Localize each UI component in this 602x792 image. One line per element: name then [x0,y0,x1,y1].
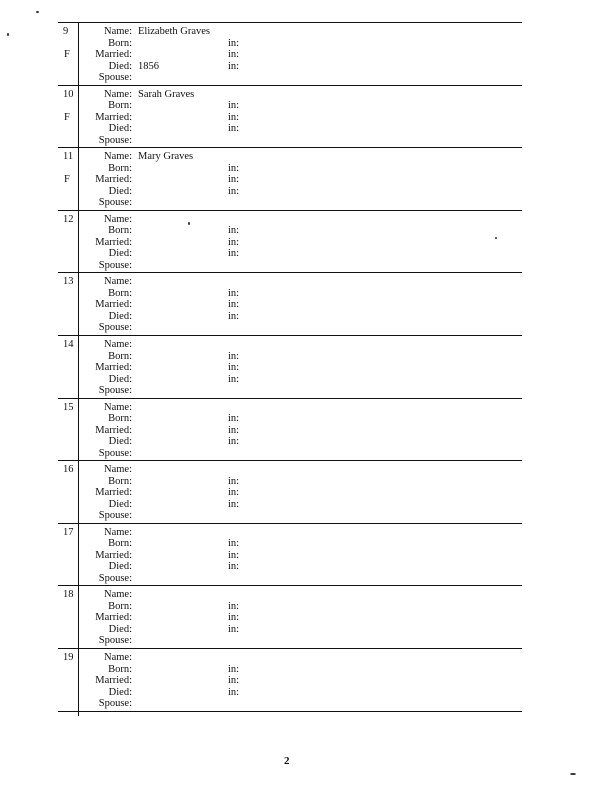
married-place-label: in: [228,236,240,248]
spouse-label: Spouse: [98,698,132,709]
died-place-label: in: [228,123,240,135]
name-label: Name: [104,526,132,538]
record-block [58,335,522,398]
married-place-label: in: [228,424,240,436]
married-place-label: in: [228,612,240,624]
born-place-label: in: [228,350,240,362]
record-block [58,585,522,648]
name-label: Name: [104,464,132,476]
record-sex: F [64,49,70,60]
died-place-label: in: [228,498,240,510]
record-number: 11 [63,151,74,163]
married-label: Married: [95,487,132,499]
born-label: Born: [108,350,132,362]
record-block [58,523,522,586]
born-label: Born: [108,100,132,112]
born-place-label: in: [228,663,240,675]
page-number: 2 [284,755,290,767]
name-value: Mary Graves [138,151,194,163]
spouse-label: Spouse: [98,447,132,459]
record-block [58,22,522,85]
spouse-label: Spouse: [98,635,132,647]
spouse-label: Spouse: [98,385,132,396]
born-place-label: in: [228,475,240,487]
died-label: Died: [108,561,132,573]
born-place-label: in: [228,225,240,237]
married-label: Married: [95,111,132,123]
died-label: Died: [108,248,132,260]
died-label: Died: [108,623,132,635]
record-sex: F [64,174,70,186]
died-place-label: in: [228,60,240,72]
married-label: Married: [95,174,132,186]
born-label: Born: [108,413,132,425]
scan-speck [495,237,497,239]
name-label: Name: [104,151,132,163]
spouse-label: Spouse: [98,134,132,146]
born-place-label: in: [228,413,240,425]
born-label: Born: [108,225,132,237]
record-number: 14 [63,339,74,350]
name-label: Name: [104,589,132,601]
record-number: 17 [63,526,74,538]
scan-speck [7,33,9,36]
died-label: Died: [108,498,132,510]
name-label: Name: [104,88,132,100]
married-label: Married: [95,236,132,248]
record-number: 9 [63,26,69,37]
died-label: Died: [108,60,132,72]
born-place-label: in: [228,37,240,49]
spouse-label: Spouse: [98,510,132,522]
married-place-label: in: [228,174,240,186]
record-block [58,272,522,335]
died-label: Died: [108,310,132,322]
record-number: 16 [63,464,74,476]
name-label: Name: [104,276,132,288]
record-number: 15 [63,401,74,413]
record-divider [58,711,522,712]
married-label: Married: [95,362,132,373]
name-label: Name: [104,652,132,663]
died-value: 1856 [138,60,159,72]
record-number: 19 [63,652,74,663]
record-block [58,147,522,210]
died-place-label: in: [228,686,240,698]
born-place-label: in: [228,162,240,174]
died-label: Died: [108,686,132,698]
record-number: 18 [63,589,74,601]
born-label: Born: [108,538,132,550]
died-label: Died: [108,436,132,448]
died-label: Died: [108,185,132,197]
scan-speck [188,222,190,225]
married-label: Married: [95,612,132,624]
name-label: Name: [104,26,132,37]
born-label: Born: [108,663,132,675]
died-place-label: in: [228,248,240,260]
married-label: Married: [95,299,132,311]
name-label: Name: [104,401,132,413]
record-block [58,460,522,523]
died-place-label: in: [228,436,240,448]
married-label: Married: [95,49,132,60]
born-place-label: in: [228,538,240,550]
married-label: Married: [95,424,132,436]
spouse-label: Spouse: [98,72,132,83]
married-label: Married: [95,675,132,686]
died-place-label: in: [228,373,240,385]
name-label: Name: [104,213,132,225]
record-block [58,398,522,461]
married-place-label: in: [228,111,240,123]
born-label: Born: [108,162,132,174]
died-label: Died: [108,373,132,385]
married-place-label: in: [228,49,240,60]
died-place-label: in: [228,310,240,322]
record-number: 10 [63,88,74,100]
died-place-label: in: [228,623,240,635]
born-label: Born: [108,287,132,299]
scan-speck [570,773,576,775]
name-value: Elizabeth Graves [138,26,211,37]
born-label: Born: [108,600,132,612]
spouse-label: Spouse: [98,197,132,209]
born-place-label: in: [228,600,240,612]
record-block [58,210,522,273]
married-place-label: in: [228,487,240,499]
died-place-label: in: [228,561,240,573]
record-number: 12 [63,213,74,225]
born-label: Born: [108,475,132,487]
record-sex: F [64,111,70,123]
married-label: Married: [95,549,132,561]
born-place-label: in: [228,100,240,112]
born-place-label: in: [228,287,240,299]
name-label: Name: [104,339,132,350]
scan-speck [36,11,39,13]
born-label: Born: [108,37,132,49]
record-block [58,85,522,148]
married-place-label: in: [228,549,240,561]
died-label: Died: [108,123,132,135]
spouse-label: Spouse: [98,259,132,271]
record-block [58,648,522,711]
spouse-label: Spouse: [98,572,132,584]
record-number: 13 [63,276,74,288]
spouse-label: Spouse: [98,322,132,334]
married-place-label: in: [228,675,240,686]
died-place-label: in: [228,185,240,197]
name-value: Sarah Graves [138,88,195,100]
married-place-label: in: [228,299,240,311]
married-place-label: in: [228,362,240,373]
